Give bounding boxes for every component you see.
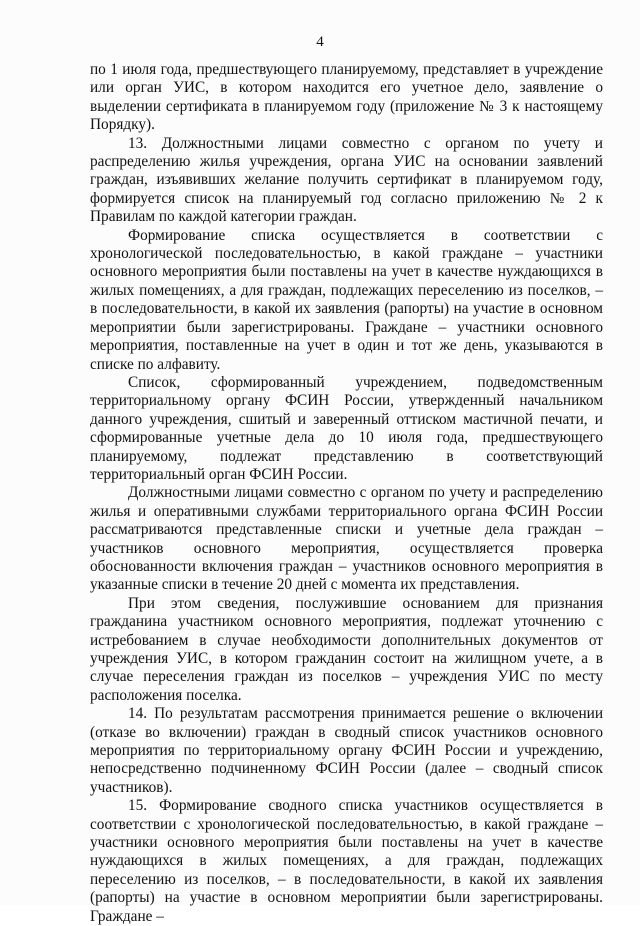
page-number: 4 bbox=[316, 34, 324, 50]
paragraph-list-formation: Формирование списка осуществляется в соответствии с хронологической последовательностью, в какой гражданe – участники основного мероприятия были поставлены на учет в качестве нуждающихся в жилых помещениях, а для граждан, подлежащих переселению из поселков, – в последовательности, в какой их заявления (рапорты) на участие в основном мероприятии были зарегистрированы. Граждане – участники основного мероприятия, поставленные на учет в один и тот же день, указываются в списке по алфавиту. bbox=[90, 226, 603, 373]
paragraph-continuation: по 1 июля года, предшествующего планируемому, представляет в учреждение или орган УИС, в котором находится его учетное дело, заявление о выделении сертификата в планируемом году (приложение № 3 к настоящему Порядку). bbox=[90, 61, 603, 134]
paragraph-item-14: 14. По результатам рассмотрения принимается решение о включении (отказе во включении) граждан в сводный список участников основного мероприятия по территориальному органу ФСИН России и учреждению, непосредственно подчиненному ФСИН России (далее – сводный список участников). bbox=[90, 705, 603, 796]
paragraph-item-13: 13. Должностными лицами совместно с органом по учету и распределению жилья учреждения, органа УИС на основании заявлений граждан, изъявивших желание получить сертификат в планируемом году, формируется список на планируемый год согласно приложению № 2 к Правилам по каждой категории граждан. bbox=[90, 134, 603, 226]
paragraph-verification: При этом сведения, послужившие основанием для признания гражданина участником основного мероприятия, подлежат уточнению с истребованием в случае необходимости дополнительных документов от учреждения УИС, в котором гражданин состоит на жилищном учете, а в случае переселения граждан из поселков – учреждения УИС по месту расположения поселка. bbox=[90, 594, 603, 704]
document-body bbox=[90, 61, 603, 926]
paragraph-list-submission: Список, сформированный учреждением, подведомственным территориальному органу ФСИН России, утвержденный начальником данного учреждения, сшитый и заверенный оттиском мастичной печати, и сформированные учетные дела до 10 июля года, предшествующего планируемому, подлежат представлению в соответствующий территориальный орган ФСИН России. bbox=[90, 373, 603, 483]
paragraph-list-review: Должностными лицами совместно с органом по учету и распределению жилья и оперативными службами территориального органа ФСИН России рассматриваются представленные списки и учетные дела граждан – участников основного мероприятия, осуществляется проверка обоснованности включения граждан – участников основного мероприятия в указанные списки в течение 20 дней с момента их представления. bbox=[90, 484, 603, 594]
paragraph-item-15: 15. Формирование сводного списка участников осуществляется в соответствии с хронологической последовательностью, в какой граждане – участники основного мероприятия были поставлены на учет в качестве нуждающихся в жилых помещениях, а для граждан, подлежащих переселению из поселков, – в последовательности, в какой их заявления (рапорты) на участие в основном мероприятии были зарегистрированы. Граждане – bbox=[90, 797, 603, 925]
